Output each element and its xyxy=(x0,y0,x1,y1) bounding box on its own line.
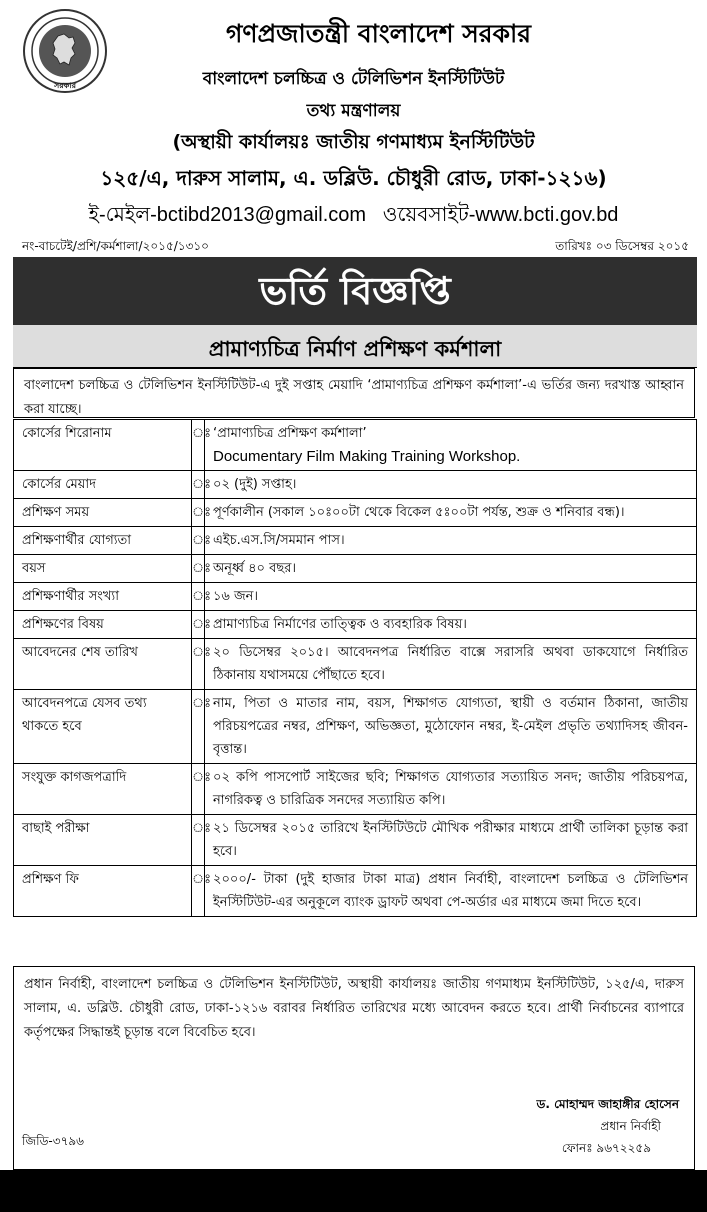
row-value xyxy=(205,527,697,555)
table-row xyxy=(14,555,697,583)
row-value xyxy=(205,471,697,499)
row-value-text: ১৬ জন। xyxy=(213,589,259,604)
row-label: প্রশিক্ষণের বিষয় xyxy=(14,611,192,639)
office-address: ১২৫/এ, দারুস সালাম, এ. ডব্লিউ. চৌধুরী রোড, ঢাকা-১২১৬) xyxy=(100,166,607,190)
signatory-name: ড. মোহাম্মদ জাহাঙ্গীর হোসেন xyxy=(536,1097,679,1111)
row-value xyxy=(205,764,697,815)
government-title: গণপ্রজাতন্ত্রী বাংলাদেশ সরকার xyxy=(226,19,531,48)
notice-subtitle: প্রামাণ্যচিত্র নির্মাণ প্রশিক্ষণ কর্মশালা xyxy=(208,337,502,361)
row-value xyxy=(205,639,697,690)
row-value-text: ০২ কপি পাসপোর্ট সাইজের ছবি; শিক্ষাগত যোগ্যতার সত্যায়িত সনদ; জাতীয় পরিচয়পত্র, নাগরিকত্ব ও চারিত্রিক সনদের সত্যায়িত কপি। xyxy=(213,770,688,808)
signatory-phone: ফোনঃ ৯৬৭২২৫৯ xyxy=(561,1141,651,1155)
row-label: প্রশিক্ষণার্থীর যোগ্যতা xyxy=(14,527,192,555)
notice-banner xyxy=(13,257,697,325)
row-value-english: Documentary Film Making Training Workshop. xyxy=(213,448,521,465)
gd-number: জিডি-৩৭৯৬ xyxy=(22,1134,84,1148)
signatory-designation: প্রধান নির্বাহী xyxy=(600,1119,661,1133)
row-label: প্রশিক্ষণ ফি xyxy=(14,866,192,917)
row-value xyxy=(205,555,697,583)
notice-title: ভর্তি বিজ্ঞপ্তি xyxy=(259,269,451,313)
table-row xyxy=(14,527,697,555)
notice-date: তারিখঃ ০৩ ডিসেম্বর ২০১৫ xyxy=(555,239,689,253)
table-row xyxy=(14,815,697,866)
table-row xyxy=(14,471,697,499)
row-value-text: ২১ ডিসেম্বর ২০১৫ তারিখে ইনস্টিটিউটে মৌখিক পরীক্ষার মাধ্যমে প্রার্থী তালিকা চূড়ান্ত করা হবে। xyxy=(213,821,688,859)
institute-name: বাংলাদেশ চলচ্চিত্র ও টেলিভিশন ইনস্টিটিউট xyxy=(202,69,505,89)
bottom-border xyxy=(0,1170,707,1212)
row-value xyxy=(205,499,697,527)
row-colon: ঃ xyxy=(192,639,205,690)
website-text: ওয়েবসাইট-www.bcti.gov.bd xyxy=(382,204,619,226)
header xyxy=(0,0,707,232)
row-value xyxy=(205,611,697,639)
reference-number: নং-বাচটেই/প্রশি/কর্মশালা/২০১৫/১৩১০ xyxy=(22,239,209,253)
row-label: বাছাই পরীক্ষা xyxy=(14,815,192,866)
row-colon: ঃ xyxy=(192,690,205,764)
contact-line xyxy=(0,200,707,233)
table-row xyxy=(14,639,697,690)
row-value-text: ২০০০/- টাকা (দুই হাজার টাকা মাত্র) প্রধান নির্বাহী, বাংলাদেশ চলচ্চিত্র ও টেলিভিশন ইনস্টিটিউট-এর অনুকূলে ব্যাংক ড্রাফট অথবা পে-অর্ডার এর মাধ্যমে জমা দিতে হবে। xyxy=(213,872,688,910)
row-value xyxy=(205,583,697,611)
intro-paragraph: বাংলাদেশ চলচ্চিত্র ও টেলিভিশন ইনস্টিটিউট-এ দুই সপ্তাহ মেয়াদি ‘প্রামাণ্যচিত্র প্রশিক্ষণ কর্মশালা’-এ ভর্তির জন্য দরখাস্ত আহ্বান করা যাচ্ছে। xyxy=(13,368,695,418)
row-label: সংযুক্ত কাগজপত্রাদি xyxy=(14,764,192,815)
row-colon: ঃ xyxy=(192,583,205,611)
row-colon: ঃ xyxy=(192,527,205,555)
row-value xyxy=(205,690,697,764)
row-value-text: প্রামাণ্যচিত্র নির্মাণের তাত্ত্বিক ও ব্যবহারিক বিষয়। xyxy=(213,617,467,632)
row-colon: ঃ xyxy=(192,866,205,917)
row-label: প্রশিক্ষণার্থীর সংখ্যা xyxy=(14,583,192,611)
table-row xyxy=(14,499,697,527)
row-label: আবেদনপত্রে যেসব তথ্য থাকতে হবে xyxy=(14,690,192,764)
temporary-office: (অস্থায়ী কার্যালয়ঃ জাতীয় গণমাধ্যম ইনস্টিটিউট xyxy=(172,131,535,153)
row-value xyxy=(205,815,697,866)
table-row xyxy=(14,690,697,764)
row-colon: ঃ xyxy=(192,611,205,639)
row-label: প্রশিক্ষণ সময় xyxy=(14,499,192,527)
row-colon: ঃ xyxy=(192,555,205,583)
table-row xyxy=(14,583,697,611)
svg-text:সরকার: সরকার xyxy=(53,81,77,90)
row-value-text: ২০ ডিসেম্বর ২০১৫। আবেদনপত্র নির্ধারিত বাক্সে সরাসরি অথবা ডাকযোগে নির্ধারিত ঠিকানায় যথাসময়ে পৌঁছাতে হবে। xyxy=(213,645,688,683)
row-colon: ঃ xyxy=(192,815,205,866)
row-colon: ঃ xyxy=(192,764,205,815)
row-label: বয়স xyxy=(14,555,192,583)
row-label: আবেদনের শেষ তারিখ xyxy=(14,639,192,690)
row-value-text: নাম, পিতা ও মাতার নাম, বয়স, শিক্ষাগত যোগ্যতা, স্থায়ী ও বর্তমান ঠিকানা, জাতীয় পরিচয়পত্রের নম্বর, প্রশিক্ষণ, অভিজ্ঞতা, মুঠোফোন নম্বর, ই-মেইল প্রভৃতি তথ্যাদিসহ জীবন-বৃত্তান্ত। xyxy=(213,696,688,757)
row-value-text: ‘প্রামাণ্যচিত্র প্রশিক্ষণ কর্মশালা’ xyxy=(213,426,367,441)
ministry-name: তথ্য মন্ত্রণালয় xyxy=(306,101,401,121)
course-info-table xyxy=(13,419,697,917)
row-label: কোর্সের শিরোনাম xyxy=(14,420,192,471)
row-value xyxy=(205,420,697,471)
table-row xyxy=(14,420,697,471)
row-colon: ঃ xyxy=(192,499,205,527)
table-row xyxy=(14,866,697,917)
row-value-text: এইচ.এস.সি/সমমান পাস। xyxy=(213,533,345,548)
row-colon: ঃ xyxy=(192,420,205,471)
email-text: ই-মেইল-bctibd2013@gmail.com xyxy=(88,204,367,226)
subtitle-bar xyxy=(13,325,697,368)
table-row xyxy=(14,764,697,815)
row-value-text: অনূর্ধ্ব ৪০ বছর। xyxy=(213,561,297,576)
table-row xyxy=(14,611,697,639)
row-label: কোর্সের মেয়াদ xyxy=(14,471,192,499)
footer-text: প্রধান নির্বাহী, বাংলাদেশ চলচ্চিত্র ও টেলিভিশন ইনস্টিটিউট, অস্থায়ী কার্যালয়ঃ জাতীয় গণমাধ্যম ইনস্টিটিউট, ১২৫/এ, দারুস সালাম, এ. ডব্লিউ. চৌধুরী রোড, ঢাকা-১২১৬ বরাবর নির্ধারিত তারিখের মধ্যে আবেদন করতে হবে। প্রার্থী নির্বাচনের ব্যাপারে কর্তৃপক্ষের সিদ্ধান্তই চূড়ান্ত বলে বিবেচিত হবে। xyxy=(24,977,684,1040)
row-value-text: পূর্ণকালীন (সকাল ১০ঃ০০টা থেকে বিকেল ৫ঃ০০টা পর্যন্ত, শুক্র ও শনিবার বন্ধ)। xyxy=(213,505,625,520)
row-value xyxy=(205,866,697,917)
row-colon: ঃ xyxy=(192,471,205,499)
row-value-text: ০২ (দুই) সপ্তাহ। xyxy=(213,477,297,492)
